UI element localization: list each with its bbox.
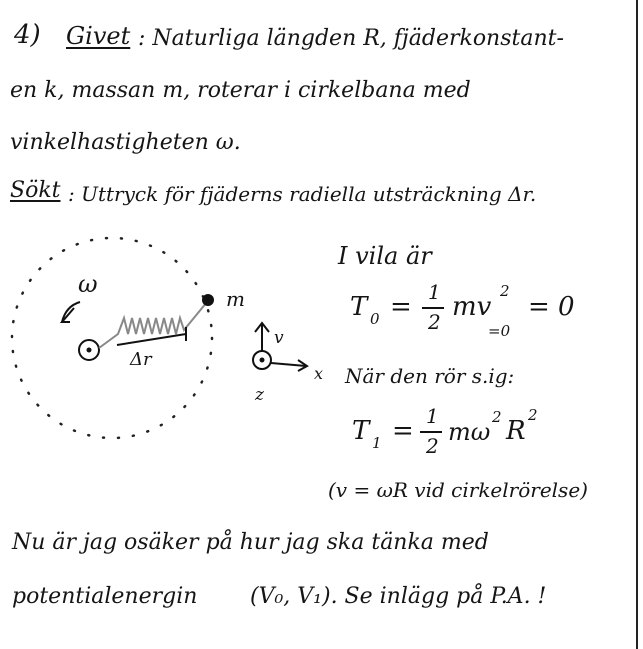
- z-axis-label: z: [255, 385, 264, 405]
- t1-radius: R: [506, 416, 526, 446]
- t1-symbol: T: [352, 416, 370, 446]
- t0-underbrace-note: =0: [488, 322, 511, 340]
- given-line-1: : Naturliga längden R, fjäderkonstant-: [138, 26, 564, 51]
- spring-coil: [99, 302, 207, 348]
- given-line-2: en k, massan m, roterar i cirkelbana med: [10, 78, 471, 103]
- footer-line-2b: (V₀, V₁). Se inlägg på P.A. !: [250, 584, 547, 609]
- t1-m-omega: mω: [448, 418, 491, 446]
- t1-square-2: 2: [528, 406, 538, 424]
- axis-origin-dot: [260, 358, 265, 363]
- footer-line-2: potentialenergin: [12, 584, 198, 609]
- problem-number: 4): [14, 20, 41, 50]
- mass-label: m: [226, 287, 245, 311]
- delta-r-bracket: [117, 334, 186, 345]
- t0-equals: =: [390, 292, 412, 322]
- v-axis-label: v: [274, 328, 284, 348]
- circular-motion-note: (v = ωR vid cirkelrörelse): [328, 478, 588, 502]
- t1-equals: =: [392, 416, 414, 446]
- given-line-3: vinkelhastigheten ω.: [10, 130, 241, 155]
- t1-frac-den: 2: [426, 434, 439, 458]
- pivot-dot: [87, 348, 92, 353]
- page-border-right: [636, 0, 638, 649]
- footer-line-1: Nu är jag osäker på hur jag ska tänka med: [12, 530, 489, 555]
- t0-symbol: T: [350, 292, 368, 322]
- t0-frac-bar: [422, 307, 444, 309]
- moving-label: När den rör s.ig:: [345, 364, 515, 388]
- t0-frac-den: 2: [428, 310, 441, 334]
- sought-label: Sökt: [10, 178, 61, 203]
- t1-frac-num: 1: [426, 404, 439, 428]
- omega-label: ω: [78, 270, 98, 298]
- mass-dot: [202, 294, 214, 306]
- t0-subscript: 0: [370, 310, 380, 328]
- delta-r-label: Δr: [130, 349, 152, 370]
- t0-square: 2: [500, 282, 510, 300]
- t0-result: = 0: [528, 292, 575, 322]
- t1-subscript: 1: [372, 434, 382, 452]
- x-axis-label: x: [314, 364, 324, 383]
- rest-label: I vila är: [338, 242, 432, 270]
- rotating-spring-diagram: [0, 230, 340, 450]
- given-label: Givet: [66, 22, 131, 50]
- sought-text: : Uttryck för fjäderns radiella utsträckning Δr.: [68, 182, 537, 206]
- t0-frac-num: 1: [428, 280, 441, 304]
- t1-square-1: 2: [492, 408, 502, 426]
- x-axis-line: [271, 363, 306, 366]
- t1-frac-bar: [420, 431, 442, 433]
- t0-mv: mv: [452, 292, 492, 322]
